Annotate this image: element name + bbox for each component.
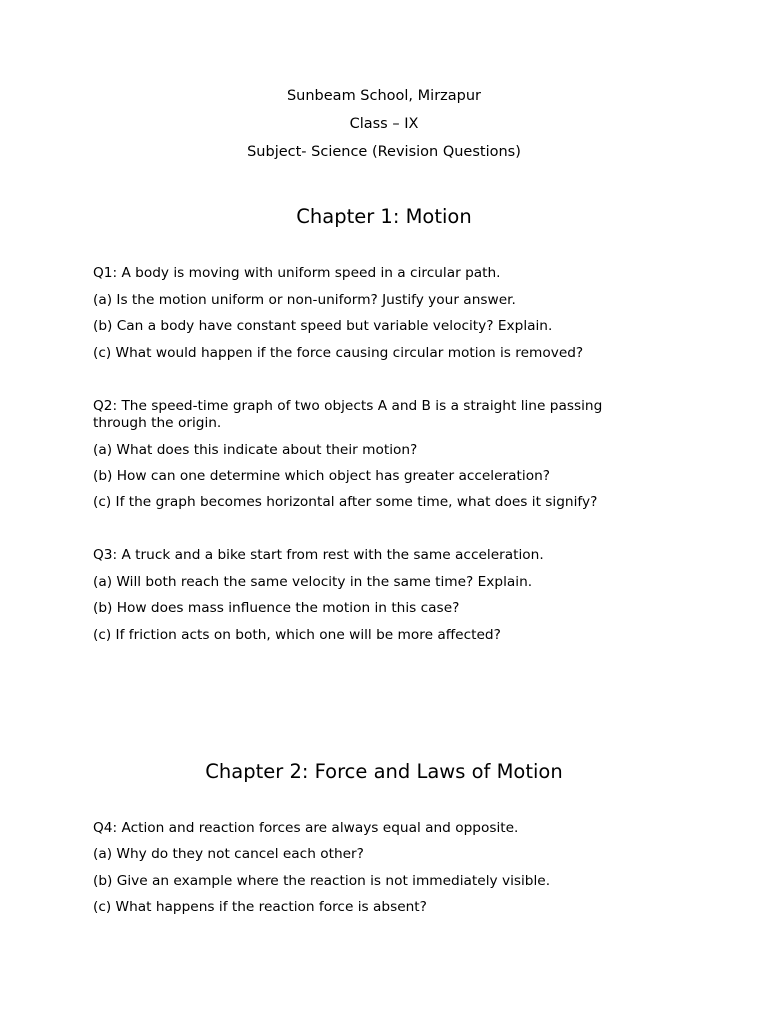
q4-part-c: (c) What happens if the reaction force is absent? (93, 899, 427, 915)
chapter-2-title: Chapter 2: Force and Laws of Motion (205, 760, 563, 783)
q3-part-a: (a) Will both reach the same velocity in the same time? Explain. (93, 574, 533, 590)
q2-part-c: (c) If the graph becomes horizontal after some time, what does it signify? (93, 494, 598, 510)
class-label: Class – IX (349, 116, 419, 132)
q3-part-b: (b) How does mass influence the motion in this case? (93, 600, 460, 616)
subject-label: Subject- Science (Revision Questions) (247, 144, 521, 160)
q2-part-a: (a) What does this indicate about their motion? (93, 442, 418, 458)
q1-part-a: (a) Is the motion uniform or non-uniform? Justify your answer. (93, 292, 516, 308)
school-name: Sunbeam School, Mirzapur (286, 88, 482, 104)
q3-stem: Q3: A truck and a bike start from rest with the same acceleration. (93, 547, 544, 563)
q3-part-c: (c) If friction acts on both, which one will be more affected? (93, 627, 501, 643)
q2-stem: Q2: The speed-time graph of two objects A and B is a straight line passing through the origin. (93, 398, 603, 431)
q4-part-b: (b) Give an example where the reaction is not immediately visible. (93, 873, 551, 889)
q1-part-c: (c) What would happen if the force causing circular motion is removed? (93, 345, 584, 361)
q1-part-b: (b) Can a body have constant speed but variable velocity? Explain. (93, 318, 553, 334)
q4-part-a: (a) Why do they not cancel each other? (93, 846, 364, 862)
chapter-1-title: Chapter 1: Motion (296, 205, 472, 228)
q2-part-b: (b) How can one determine which object has greater acceleration? (93, 468, 551, 484)
q4-stem: Q4: Action and reaction forces are always equal and opposite. (93, 820, 519, 836)
q1-stem: Q1: A body is moving with uniform speed in a circular path. (93, 265, 501, 281)
